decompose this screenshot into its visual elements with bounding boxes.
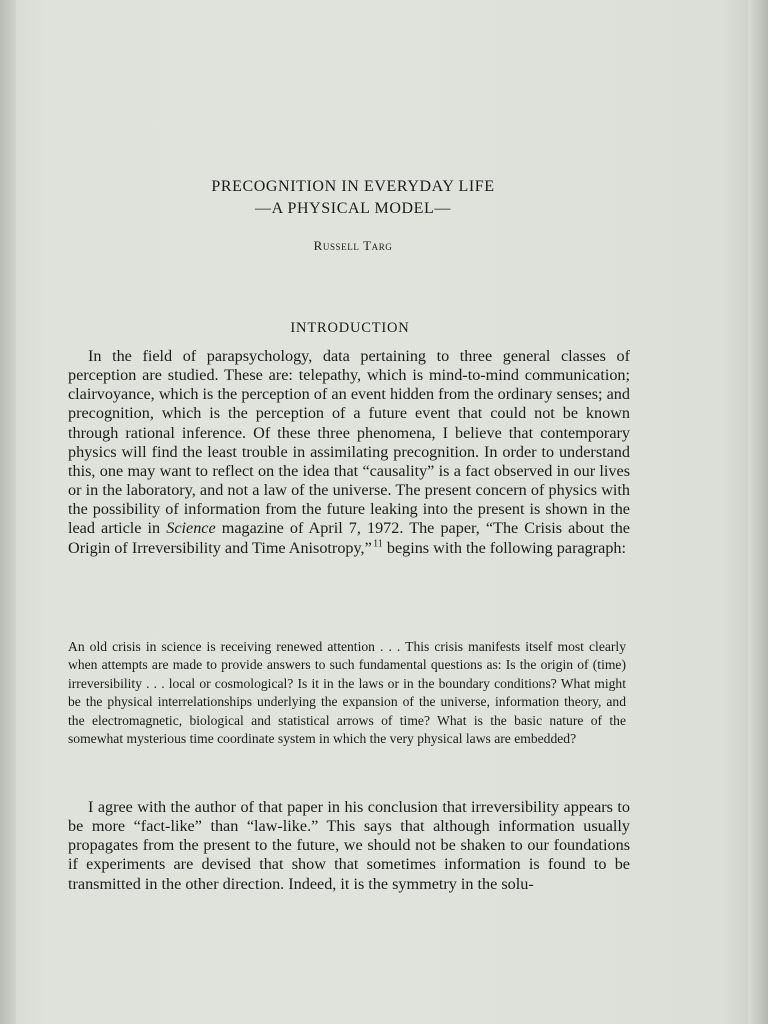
article-title-line-1: PRECOGNITION IN EVERYDAY LIFE	[211, 178, 495, 195]
paragraph-1-text-middle: magazine of April 7, 1972. The paper, “The Crisis about the Origin of Irreversibility and Time Anisotropy,”	[68, 519, 630, 557]
paragraph-1-text-end: begins with the following paragraph:	[382, 538, 627, 557]
page-fold-shadow	[0, 0, 16, 1024]
block-quote: An old crisis in science is receiving renewed attention . . . This crisis manifests itself most clearly when attempts are made to provide answers to such fundamental questions as: Is the origin of (time) irreversibility . . . local or cosmological? Is it in the laws or in the boundary conditions? What might be the physical interrelationships underlying the expansion of the universe, information theory, and the electromagnetic, biological and statistical arrows of time? What is the basic nature of the somewhat mysterious time coordinate system in which the very physical laws are embedded?	[68, 639, 626, 747]
section-heading: INTRODUCTION	[290, 320, 410, 336]
body-paragraph-1	[68, 347, 630, 558]
article-author: Russell Targ	[313, 238, 393, 253]
footnote-reference: 11	[373, 538, 383, 550]
page-edge	[748, 0, 768, 1024]
journal-name: Science	[166, 519, 216, 538]
paragraph-1-text-start: In the field of parapsychology, data pertaining to three general classes of perception are studied. These are: telepathy, which is mind-to-mind communication; clairvoyance, which is the perception of an event hidden from the ordinary senses; and precognition, which is the perception of a future event that could not be known through rational inference. Of these three phenomena, I believe that contemporary physics will find the least trouble in assimilating precognition. In order to understand this, one may want to reflect on the idea that “causality” is a fact observed in our lives or in the laboratory, and not a law of the universe. The present concern of physics with the possibility of information from the future leaking into the present is shown in the lead article in	[68, 347, 630, 538]
body-paragraph-2: I agree with the author of that paper in his conclusion that irreversibility appears to be more “fact-like” than “law-like.” This says that although information usually propagates from the present to the future, we should not be shaken to our foundations if experiments are devised that show that sometimes information is found to be transmitted in the other direction. Indeed, it is the symmetry in the solu-	[68, 798, 630, 893]
article-title-line-2: —A PHYSICAL MODEL—	[255, 200, 451, 217]
